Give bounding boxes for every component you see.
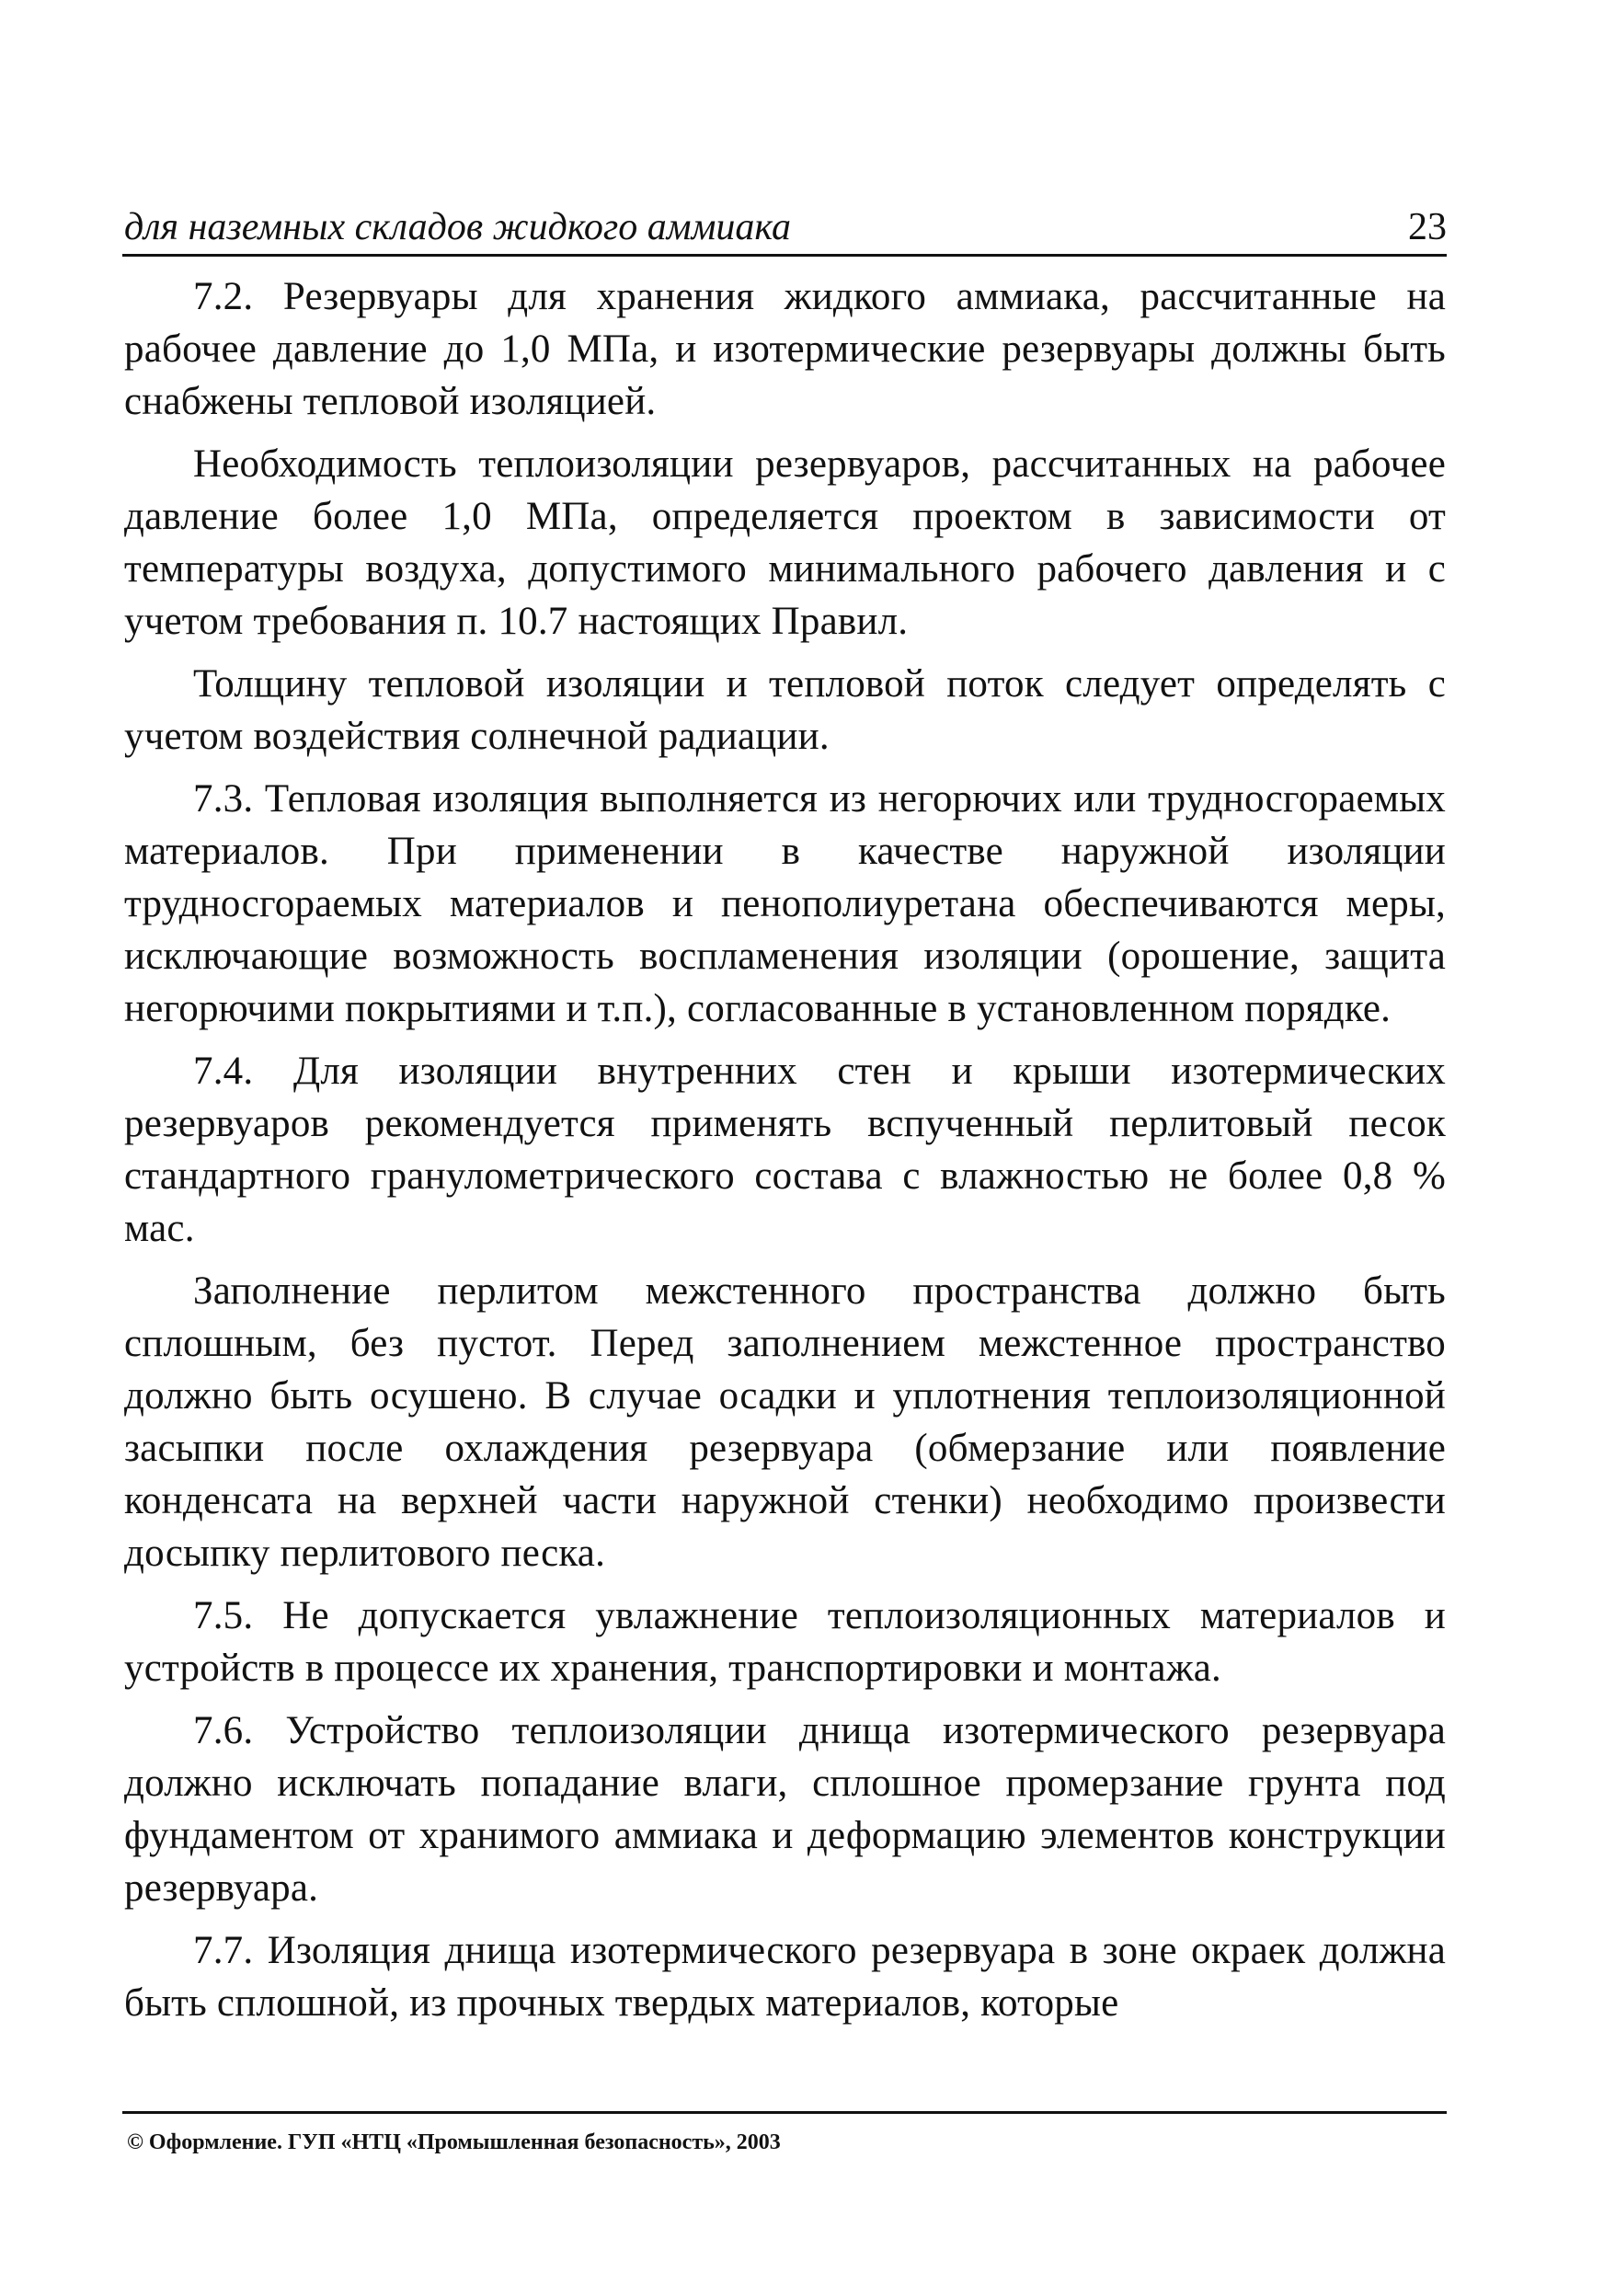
paragraph-7-6: 7.6. Устройство теплоизоляции днища изотермического резервуара должно исключать попадание влаги, сплошное промерзание грунта под фундаментом от хранимого аммиака и деформацию элементов конструкции резервуара. xyxy=(124,1709,1446,1910)
paragraph-7-5: 7.5. Не допускается увлажнение теплоизоляционных материалов и устройств в процессе их хранения, транспортировки и монтажа. xyxy=(124,1594,1446,1690)
paragraph-7-7: 7.7. Изоляция днища изотермического резервуара в зоне окраек должна быть сплошной, из прочных твердых материалов, которые xyxy=(124,1929,1446,2025)
paragraph-insulation-thickness: Толщину тепловой изоляции и тепловой поток следует определять с учетом воздействия солнечной радиации. xyxy=(124,662,1446,758)
paragraph-insulation-necessity: Необходимость теплоизоляции резервуаров, рассчитанных на рабочее давление более 1,0 МПа, определяется проектом в зависимости от температуры воздуха, допустимого минимального рабочего давления и с учетом требования п. 10.7 настоящих Правил. xyxy=(124,442,1446,643)
copyright-notice: © Оформление. ГУП «НТЦ «Промышленная безопасность», 2003 xyxy=(127,2130,781,2154)
paragraph-perlite-filling: Заполнение перлитом межстенного пространства должно быть сплошным, без пустот. Перед заполнением межстенное пространство должно быть осушено. В случае осадки и уплотнения теплоизоляционной засыпки после охлаждения резервуара (обмерзание или появление конденсата на верхней части наружной стенки) необходимо произвести досыпку перлитового песка. xyxy=(124,1269,1446,1575)
page-header xyxy=(122,201,1447,257)
body-text xyxy=(124,270,1446,2029)
page-footer xyxy=(122,2111,1447,2154)
paragraph-7-4: 7.4. Для изоляции внутренних стен и крыши изотермических резервуаров рекомендуется применять вспученный перлитовый песок стандартного гранулометрического состава с влажностью не более 0,8 % мас. xyxy=(124,1050,1446,1250)
running-title: для наземных складов жидкого аммиака xyxy=(124,206,792,248)
paragraph-7-3: 7.3. Тепловая изоляция выполняется из негорючих или трудносгораемых материалов. При применении в качестве наружной изоляции трудносгораемых материалов и пенополиуретана обеспечиваются меры, исключающие возможность воспламенения изоляции (орошение, защита негорючими покрытиями и т.п.), согласованные в установленном порядке. xyxy=(124,777,1446,1030)
page-number: 23 xyxy=(1408,206,1447,248)
paragraph-7-2: 7.2. Резервуары для хранения жидкого аммиака, рассчитанные на рабочее давление до 1,0 МПа, и изотермические резервуары должны быть снабжены тепловой изоляцией. xyxy=(124,275,1446,423)
